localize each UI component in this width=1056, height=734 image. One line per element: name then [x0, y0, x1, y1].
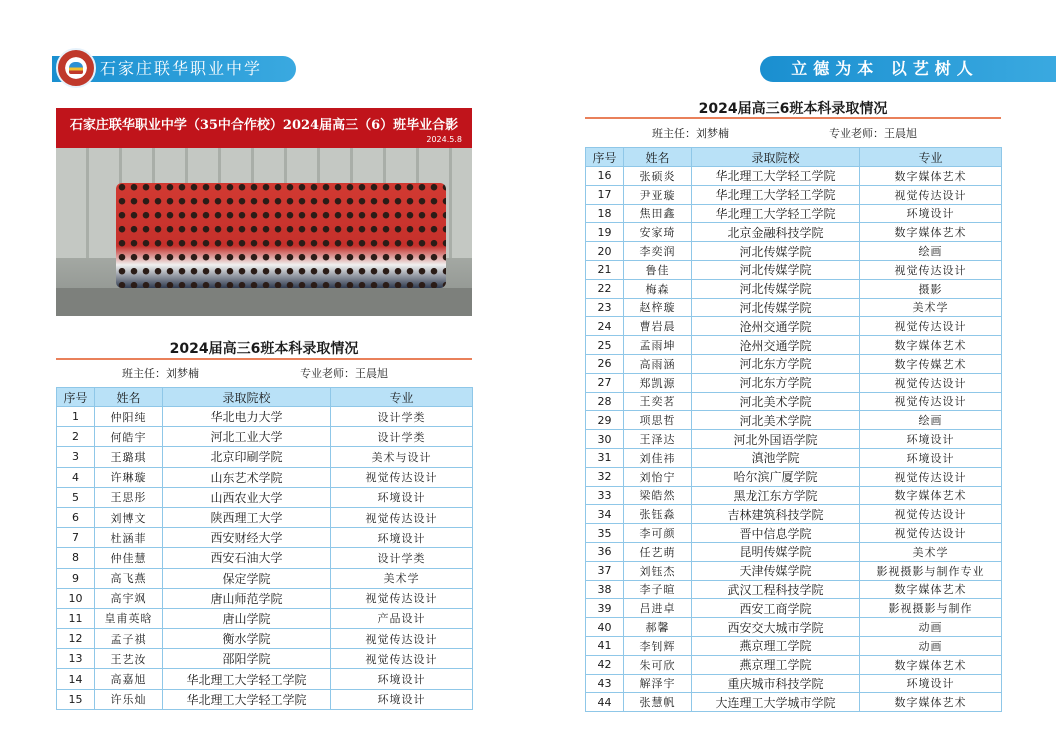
admitted-school: 河北传媒学院	[692, 260, 860, 279]
student-name: 王璐琪	[95, 447, 163, 467]
admitted-school: 华北理工大学轻工学院	[163, 689, 331, 709]
row-index: 29	[586, 411, 624, 430]
major-name: 视觉传达设计	[860, 317, 1002, 336]
admitted-school: 河北传媒学院	[692, 279, 860, 298]
row-index: 33	[586, 486, 624, 505]
student-name: 许乐灿	[95, 689, 163, 709]
row-index: 3	[57, 447, 95, 467]
admitted-school: 华北理工大学轻工学院	[692, 167, 860, 186]
table-row	[586, 505, 1002, 524]
row-index: 22	[586, 279, 624, 298]
major-name: 动画	[860, 636, 1002, 655]
table-row	[586, 448, 1002, 467]
right-major-teacher	[829, 125, 917, 141]
row-index: 4	[57, 467, 95, 487]
col-header-school: 录取院校	[692, 148, 860, 167]
school-motto: 立德为本 以艺树人	[791, 59, 979, 78]
table-row	[586, 693, 1002, 712]
major-name: 数字传媒艺术	[860, 354, 1002, 373]
admitted-school: 河北美术学院	[692, 411, 860, 430]
row-index: 43	[586, 674, 624, 693]
table-row	[57, 487, 473, 507]
admitted-school: 沧州交通学院	[692, 317, 860, 336]
major-name: 绘画	[860, 242, 1002, 261]
admitted-school: 天津传媒学院	[692, 561, 860, 580]
table-row	[586, 411, 1002, 430]
left-major-teacher	[300, 365, 388, 381]
student-name: 鲁佳	[624, 260, 692, 279]
row-index: 34	[586, 505, 624, 524]
admitted-school: 晋中信息学院	[692, 524, 860, 543]
table-row	[57, 568, 473, 588]
student-name: 李钊辉	[624, 636, 692, 655]
table-row	[586, 204, 1002, 223]
major-name: 视觉传达设计	[860, 373, 1002, 392]
admitted-school: 衡水学院	[163, 629, 331, 649]
row-index: 10	[57, 588, 95, 608]
admitted-school: 山东艺术学院	[163, 467, 331, 487]
major-name: 视觉传达设计	[331, 507, 473, 527]
table-row	[57, 507, 473, 527]
left-head-teacher	[122, 365, 199, 381]
row-index: 32	[586, 467, 624, 486]
right-head-teacher	[652, 125, 729, 141]
major-name: 美术学	[860, 298, 1002, 317]
admitted-school: 燕京理工学院	[692, 636, 860, 655]
table-row	[57, 447, 473, 467]
student-name: 李奕润	[624, 242, 692, 261]
major-name: 环境设计	[331, 487, 473, 507]
major-name: 视觉传达设计	[331, 629, 473, 649]
major-name: 环境设计	[331, 669, 473, 689]
student-name: 王思彤	[95, 487, 163, 507]
major-name: 美术与设计	[331, 447, 473, 467]
major-name: 环境设计	[860, 430, 1002, 449]
admitted-school: 大连理工大学城市学院	[692, 693, 860, 712]
right-admission-table	[585, 147, 1002, 712]
admitted-school: 西安工商学院	[692, 599, 860, 618]
major-name: 动画	[860, 618, 1002, 637]
row-index: 6	[57, 507, 95, 527]
head-teacher-label: 班主任：	[122, 367, 166, 380]
student-name: 赵梓璇	[624, 298, 692, 317]
student-name: 朱可欣	[624, 655, 692, 674]
major-name: 视觉传达设计	[860, 467, 1002, 486]
row-index: 2	[57, 427, 95, 447]
school-name: 石家庄联华职业中学	[100, 59, 263, 78]
table-row	[586, 317, 1002, 336]
admitted-school: 邵阳学院	[163, 649, 331, 669]
row-index: 21	[586, 260, 624, 279]
table-row	[586, 430, 1002, 449]
row-index: 7	[57, 528, 95, 548]
major-teacher-name: 王晨旭	[884, 127, 917, 140]
col-header-major: 专业	[860, 148, 1002, 167]
row-index: 23	[586, 298, 624, 317]
row-index: 26	[586, 354, 624, 373]
row-index: 19	[586, 223, 624, 242]
student-name: 张慧帆	[624, 693, 692, 712]
major-name: 环境设计	[860, 204, 1002, 223]
student-name: 仲阳纯	[95, 407, 163, 427]
student-name: 高宇飒	[95, 588, 163, 608]
table-row	[57, 427, 473, 447]
student-name: 高飞燕	[95, 568, 163, 588]
admitted-school: 滇池学院	[692, 448, 860, 467]
row-index: 39	[586, 599, 624, 618]
table-header-row	[57, 388, 473, 407]
student-name: 何皓宇	[95, 427, 163, 447]
table-row	[57, 407, 473, 427]
major-name: 数字媒体艺术	[860, 167, 1002, 186]
major-name: 环境设计	[331, 528, 473, 548]
table-row	[586, 373, 1002, 392]
table-row	[57, 588, 473, 608]
table-row	[586, 467, 1002, 486]
row-index: 16	[586, 167, 624, 186]
admitted-school: 重庆城市科技学院	[692, 674, 860, 693]
major-name: 视觉传达设计	[860, 185, 1002, 204]
table-row	[586, 279, 1002, 298]
student-name: 孟雨坤	[624, 336, 692, 355]
student-name: 杜涵菲	[95, 528, 163, 548]
row-index: 20	[586, 242, 624, 261]
admitted-school: 哈尔滨广厦学院	[692, 467, 860, 486]
student-name: 刘佳祎	[624, 448, 692, 467]
table-row	[586, 618, 1002, 637]
table-row	[586, 260, 1002, 279]
table-row	[586, 599, 1002, 618]
table-row	[57, 608, 473, 628]
admitted-school: 华北理工大学轻工学院	[692, 185, 860, 204]
major-name: 数字媒体艺术	[860, 336, 1002, 355]
row-index: 42	[586, 655, 624, 674]
row-index: 30	[586, 430, 624, 449]
row-index: 14	[57, 669, 95, 689]
table-header-row	[586, 148, 1002, 167]
row-index: 17	[586, 185, 624, 204]
table-row	[586, 392, 1002, 411]
col-header-name: 姓名	[624, 148, 692, 167]
table-row	[586, 486, 1002, 505]
major-teacher-label: 专业老师：	[300, 367, 355, 380]
student-name: 曹岩晨	[624, 317, 692, 336]
admitted-school: 北京印刷学院	[163, 447, 331, 467]
major-name: 绘画	[860, 411, 1002, 430]
major-name: 视觉传达设计	[331, 467, 473, 487]
student-name: 李子暄	[624, 580, 692, 599]
row-index: 37	[586, 561, 624, 580]
school-logo-icon	[56, 48, 96, 88]
major-name: 数字媒体艺术	[860, 655, 1002, 674]
table-row	[57, 669, 473, 689]
student-name: 解泽宇	[624, 674, 692, 693]
left-section-title: 2024届高三6班本科录取情况	[169, 341, 359, 357]
left-title-rule	[56, 358, 472, 360]
major-name: 视觉传达设计	[860, 392, 1002, 411]
major-name: 影视摄影与制作	[860, 599, 1002, 618]
table-row	[586, 167, 1002, 186]
student-name: 刘钰杰	[624, 561, 692, 580]
admitted-school: 华北理工大学轻工学院	[692, 204, 860, 223]
table-row	[586, 580, 1002, 599]
row-index: 13	[57, 649, 95, 669]
table-row	[586, 298, 1002, 317]
student-name: 高雨涵	[624, 354, 692, 373]
student-name: 王泽达	[624, 430, 692, 449]
row-index: 44	[586, 693, 624, 712]
student-name: 吕进卓	[624, 599, 692, 618]
major-teacher-name: 王晨旭	[355, 367, 388, 380]
table-row	[586, 542, 1002, 561]
row-index: 41	[586, 636, 624, 655]
admitted-school: 华北电力大学	[163, 407, 331, 427]
row-index: 12	[57, 629, 95, 649]
table-row	[57, 528, 473, 548]
admitted-school: 西安交大城市学院	[692, 618, 860, 637]
major-name: 摄影	[860, 279, 1002, 298]
admitted-school: 河北外国语学院	[692, 430, 860, 449]
admitted-school: 黑龙江东方学院	[692, 486, 860, 505]
admitted-school: 西安财经大学	[163, 528, 331, 548]
student-name: 皇甫英晗	[95, 608, 163, 628]
row-index: 11	[57, 608, 95, 628]
col-header-major: 专业	[331, 388, 473, 407]
student-name: 郝馨	[624, 618, 692, 637]
photo-date: 2024.5.8	[426, 135, 462, 144]
major-name: 环境设计	[331, 689, 473, 709]
table-row	[57, 689, 473, 709]
admitted-school: 河北东方学院	[692, 373, 860, 392]
table-row	[586, 655, 1002, 674]
admitted-school: 河北东方学院	[692, 354, 860, 373]
right-title-rule	[585, 117, 1001, 119]
major-name: 视觉传达设计	[860, 260, 1002, 279]
head-teacher-name: 刘梦楠	[166, 367, 199, 380]
student-name: 王奕茗	[624, 392, 692, 411]
admitted-school: 燕京理工学院	[692, 655, 860, 674]
major-name: 环境设计	[860, 448, 1002, 467]
student-name: 高嘉旭	[95, 669, 163, 689]
admitted-school: 保定学院	[163, 568, 331, 588]
left-admission-table	[56, 387, 473, 710]
admitted-school: 沧州交通学院	[692, 336, 860, 355]
major-name: 设计学类	[331, 427, 473, 447]
table-row	[586, 223, 1002, 242]
photo-ground	[56, 288, 472, 316]
admitted-school: 华北理工大学轻工学院	[163, 669, 331, 689]
student-name: 郑凯源	[624, 373, 692, 392]
student-name: 李可颜	[624, 524, 692, 543]
table-row	[586, 185, 1002, 204]
row-index: 31	[586, 448, 624, 467]
row-index: 28	[586, 392, 624, 411]
student-name: 仲佳慧	[95, 548, 163, 568]
table-row	[586, 674, 1002, 693]
major-name: 美术学	[331, 568, 473, 588]
admitted-school: 昆明传媒学院	[692, 542, 860, 561]
admitted-school: 北京金融科技学院	[692, 223, 860, 242]
table-row	[57, 548, 473, 568]
student-name: 许琳璇	[95, 467, 163, 487]
major-name: 影视摄影与制作专业	[860, 561, 1002, 580]
row-index: 9	[57, 568, 95, 588]
admitted-school: 河北传媒学院	[692, 242, 860, 261]
student-name: 焦田鑫	[624, 204, 692, 223]
row-index: 27	[586, 373, 624, 392]
major-name: 视觉传达设计	[331, 649, 473, 669]
table-row	[57, 629, 473, 649]
table-row	[586, 524, 1002, 543]
student-name: 项思哲	[624, 411, 692, 430]
major-name: 美术学	[860, 542, 1002, 561]
admitted-school: 唐山学院	[163, 608, 331, 628]
right-section-title: 2024届高三6班本科录取情况	[698, 101, 888, 117]
major-name: 数字媒体艺术	[860, 580, 1002, 599]
admitted-school: 西安石油大学	[163, 548, 331, 568]
row-index: 36	[586, 542, 624, 561]
student-name: 梅森	[624, 279, 692, 298]
admitted-school: 唐山师范学院	[163, 588, 331, 608]
student-name: 刘怡宁	[624, 467, 692, 486]
row-index: 35	[586, 524, 624, 543]
col-header-index: 序号	[586, 148, 624, 167]
admitted-school: 河北工业大学	[163, 427, 331, 447]
major-name: 视觉传达设计	[860, 524, 1002, 543]
admitted-school: 吉林建筑科技学院	[692, 505, 860, 524]
student-name: 尹亚璇	[624, 185, 692, 204]
admitted-school: 河北传媒学院	[692, 298, 860, 317]
row-index: 5	[57, 487, 95, 507]
admitted-school: 武汉工程科技学院	[692, 580, 860, 599]
student-name: 安家琦	[624, 223, 692, 242]
col-header-name: 姓名	[95, 388, 163, 407]
student-name: 张硕炎	[624, 167, 692, 186]
table-row	[586, 354, 1002, 373]
photo-students	[116, 183, 446, 288]
row-index: 8	[57, 548, 95, 568]
row-index: 24	[586, 317, 624, 336]
table-row	[586, 336, 1002, 355]
major-name: 数字媒体艺术	[860, 693, 1002, 712]
major-name: 产品设计	[331, 608, 473, 628]
class-group-photo	[56, 108, 472, 316]
table-row	[586, 242, 1002, 261]
row-index: 25	[586, 336, 624, 355]
head-teacher-label: 班主任：	[652, 127, 696, 140]
table-row	[57, 649, 473, 669]
row-index: 38	[586, 580, 624, 599]
head-teacher-name: 刘梦楠	[696, 127, 729, 140]
row-index: 40	[586, 618, 624, 637]
table-row	[586, 561, 1002, 580]
student-name: 任艺萌	[624, 542, 692, 561]
admitted-school: 河北美术学院	[692, 392, 860, 411]
table-row	[57, 467, 473, 487]
table-row	[586, 636, 1002, 655]
admitted-school: 陕西理工大学	[163, 507, 331, 527]
major-name: 环境设计	[860, 674, 1002, 693]
admitted-school: 山西农业大学	[163, 487, 331, 507]
major-name: 数字媒体艺术	[860, 223, 1002, 242]
col-header-school: 录取院校	[163, 388, 331, 407]
major-teacher-label: 专业老师：	[829, 127, 884, 140]
student-name: 孟子祺	[95, 629, 163, 649]
student-name: 刘博文	[95, 507, 163, 527]
major-name: 视觉传达设计	[331, 588, 473, 608]
student-name: 张钰淼	[624, 505, 692, 524]
row-index: 15	[57, 689, 95, 709]
photo-banner-title: 石家庄联华职业中学（35中合作校）2024届高三（6）班毕业合影	[69, 118, 459, 133]
major-name: 设计学类	[331, 407, 473, 427]
major-name: 数字媒体艺术	[860, 486, 1002, 505]
row-index: 18	[586, 204, 624, 223]
row-index: 1	[57, 407, 95, 427]
col-header-index: 序号	[57, 388, 95, 407]
major-name: 视觉传达设计	[860, 505, 1002, 524]
student-name: 王艺汝	[95, 649, 163, 669]
student-name: 梁皓然	[624, 486, 692, 505]
major-name: 设计学类	[331, 548, 473, 568]
